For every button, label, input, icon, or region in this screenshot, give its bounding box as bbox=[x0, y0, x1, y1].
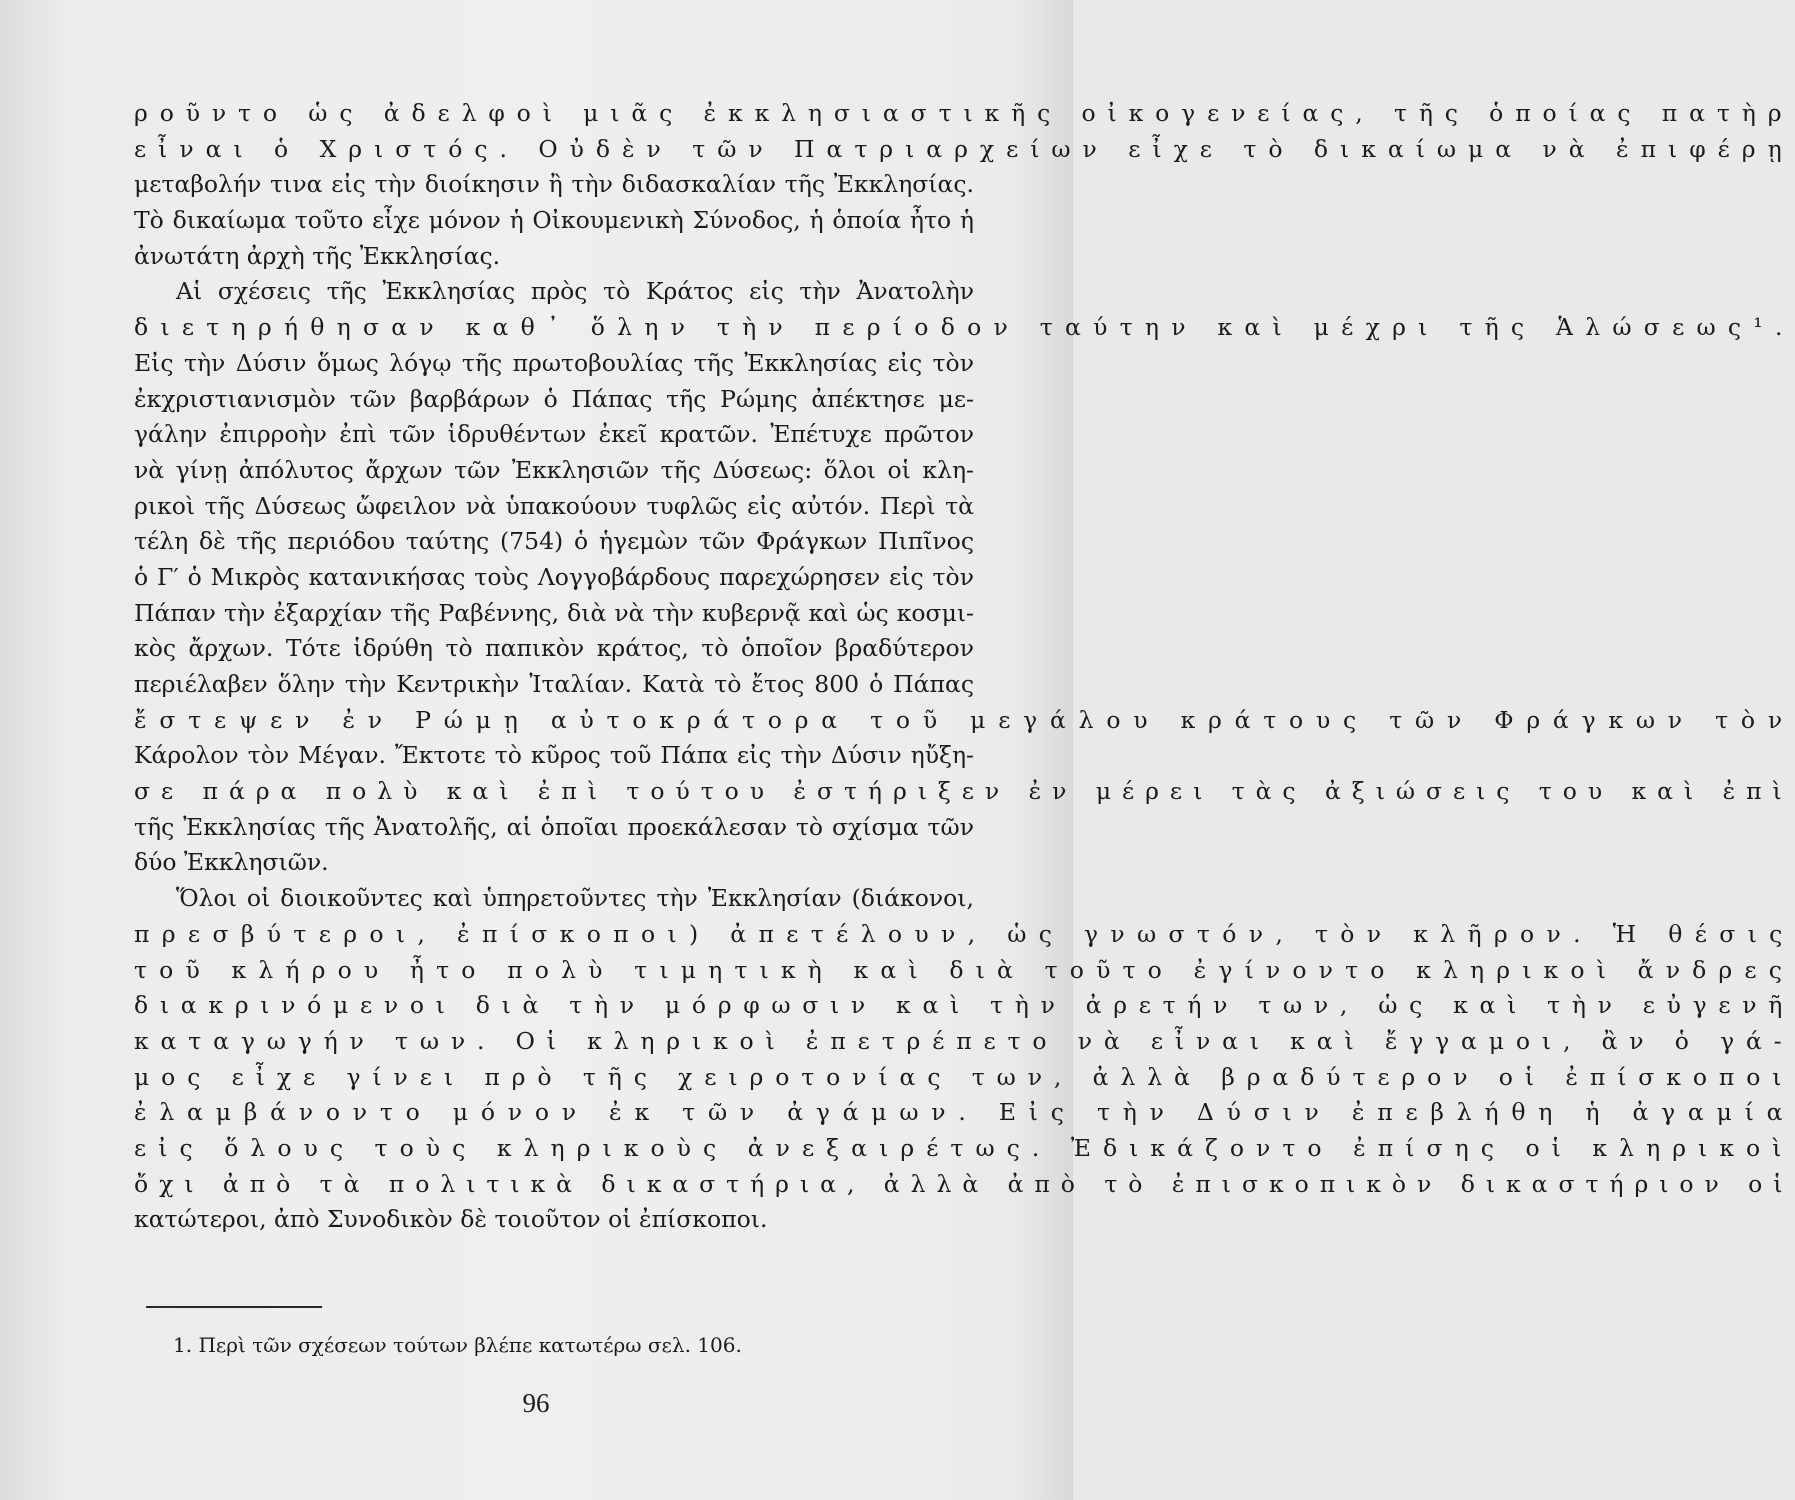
text-line: εἰς ὅλους τοὺς κληρικοὺς ἀνεξαιρέτως. Ἐδικάζοντο ἐπίσης οἱ κληρικοὶ bbox=[134, 1133, 1794, 1162]
text-line: ἔστεψεν ἐν Ρώμῃ αὐτοκράτορα τοῦ μεγάλου κράτους τῶν Φράγκων τὸν bbox=[134, 705, 1795, 734]
text-line: Κάρολον τὸν Μέγαν. Ἔκτοτε τὸ κῦρος τοῦ Πάπα εἰς τὴν Δύσιν ηὔξη- bbox=[134, 741, 974, 770]
text-line: ρικοὶ τῆς Δύσεως ὤφειλον νὰ ὑπακούουν τυφλῶς εἰς αὐτόν. Περὶ τὰ bbox=[134, 491, 974, 520]
paragraph-start-line: Ὅλοι οἱ διοικοῦντες καὶ ὑπηρετοῦντες τὴν Ἐκκλησίαν (διάκονοι, bbox=[176, 884, 974, 913]
text-line: διετηρήθησαν καθ᾽ ὅλην τὴν περίοδον ταύτην καὶ μέχρι τῆς Ἁλώσεως¹. bbox=[134, 313, 1795, 342]
text-line: ὁ Γ′ ὁ Μικρὸς κατανικήσας τοὺς Λογγοβάρδους παρεχώρησεν εἰς τὸν bbox=[134, 562, 974, 591]
text-line: μεταβολήν τινα εἰς τὴν διοίκησιν ἢ τὴν διδασκαλίαν τῆς Ἐκκλησίας. bbox=[134, 170, 974, 199]
footnote: 1. Περὶ τῶν σχέσεων τούτων βλέπε κατωτέρω σελ. 106. bbox=[173, 1333, 742, 1357]
paragraph-end-line: κατώτεροι, ἀπὸ Συνοδικὸν δὲ τοιοῦτον οἱ ἐπίσκοποι. bbox=[134, 1205, 768, 1234]
text-line: μος εἶχε γίνει πρὸ τῆς χειροτονίας των, ἀλλὰ βραδύτερον οἱ ἐπίσκοποι bbox=[134, 1062, 1794, 1091]
paragraph-start-line: Αἱ σχέσεις τῆς Ἐκκλησίας πρὸς τὸ Κράτος εἰς τὴν Ἀνατολὴν bbox=[176, 277, 974, 306]
text-line: ἐλαμβάνοντο μόνον ἐκ τῶν ἀγάμων. Εἰς τὴν Δύσιν ἐπεβλήθη ἡ ἀγαμία bbox=[134, 1098, 1795, 1127]
paragraph-end-line: δύο Ἐκκλησιῶν. bbox=[134, 848, 329, 877]
text-line: τοῦ κλήρου ἦτο πολὺ τιμητικὴ καὶ διὰ τοῦτο ἐγίνοντο κληρικοὶ ἄνδρες bbox=[134, 955, 1795, 984]
text-line: τῆς Ἐκκλησίας τῆς Ἀνατολῆς, αἱ ὁποῖαι προεκάλεσαν τὸ σχίσμα τῶν bbox=[134, 812, 974, 841]
paragraph-end-line: ἀνωτάτη ἀρχὴ τῆς Ἐκκλησίας. bbox=[134, 241, 501, 270]
text-line: πρεσβύτεροι, ἐπίσκοποι) ἀπετέλουν, ὡς γνωστόν, τὸν κλῆρον. Ἡ θέσις bbox=[134, 919, 1795, 948]
footnote-divider bbox=[146, 1306, 322, 1308]
text-line: Εἰς τὴν Δύσιν ὅμως λόγῳ τῆς πρωτοβουλίας τῆς Ἐκκλησίας εἰς τὸν bbox=[134, 348, 974, 377]
text-line: κὸς ἄρχων. Τότε ἱδρύθη τὸ παπικὸν κράτος, τὸ ὁποῖον βραδύτερον bbox=[134, 634, 974, 663]
text-line: ὄχι ἀπὸ τὰ πολιτικὰ δικαστήρια, ἀλλὰ ἀπὸ τὸ ἐπισκοπικὸν δικαστήριον οἱ bbox=[134, 1169, 1794, 1198]
text-line: καταγωγήν των. Οἱ κληρικοὶ ἐπετρέπετο νὰ εἶναι καὶ ἔγγαμοι, ἂν ὁ γά- bbox=[134, 1026, 1794, 1055]
text-line: περιέλαβεν ὅλην τὴν Κεντρικὴν Ἰταλίαν. Κατὰ τὸ ἔτος 800 ὁ Πάπας bbox=[134, 670, 974, 698]
text-line: γάλην ἐπιρροὴν ἐπὶ τῶν ἱδρυθέντων ἐκεῖ κρατῶν. Ἐπέτυχε πρῶτον bbox=[134, 420, 974, 449]
text-line: ἐκχριστιανισμὸν τῶν βαρβάρων ὁ Πάπας τῆς Ρώμης ἀπέκτησε με- bbox=[134, 384, 974, 413]
text-line: τέλη δὲ τῆς περιόδου ταύτης (754) ὁ ἡγεμὼν τῶν Φράγκων Πιπῖνος bbox=[134, 527, 974, 556]
text-line: ροῦντο ὡς ἀδελφοὶ μιᾶς ἐκκλησιαστικῆς οἰκογενείας, τῆς ὁποίας πατὴρ bbox=[134, 99, 1794, 127]
text-line: Τὸ δικαίωμα τοῦτο εἶχε μόνον ἡ Οἰκουμενικὴ Σύνοδος, ἡ ὁποία ἦτο ἡ bbox=[134, 206, 974, 235]
text-line: νὰ γίνῃ ἀπόλυτος ἄρχων τῶν Ἐκκλησιῶν τῆς Δύσεως: ὅλοι οἱ κλη- bbox=[134, 455, 974, 484]
text-line: διακρινόμενοι διὰ τὴν μόρφωσιν καὶ τὴν ἀρετήν των, ὡς καὶ τὴν εὐγενῆ bbox=[134, 991, 1795, 1020]
page-number: 96 bbox=[522, 1388, 550, 1418]
text-line: σε πάρα πολὺ καὶ ἐπὶ τούτου ἐστήριξεν ἐν μέρει τὰς ἀξιώσεις του καὶ ἐπὶ bbox=[134, 777, 1793, 806]
body-text bbox=[134, 96, 1795, 1238]
text-line: εἶναι ὁ Χριστός. Οὐδὲν τῶν Πατριαρχείων εἶχε τὸ δικαίωμα νὰ ἐπιφέρῃ bbox=[134, 134, 1794, 163]
text-line: Πάπαν τὴν ἐξαρχίαν τῆς Ραβέννης, διὰ νὰ τὴν κυβερνᾷ καὶ ὡς κοσμι- bbox=[134, 598, 974, 627]
